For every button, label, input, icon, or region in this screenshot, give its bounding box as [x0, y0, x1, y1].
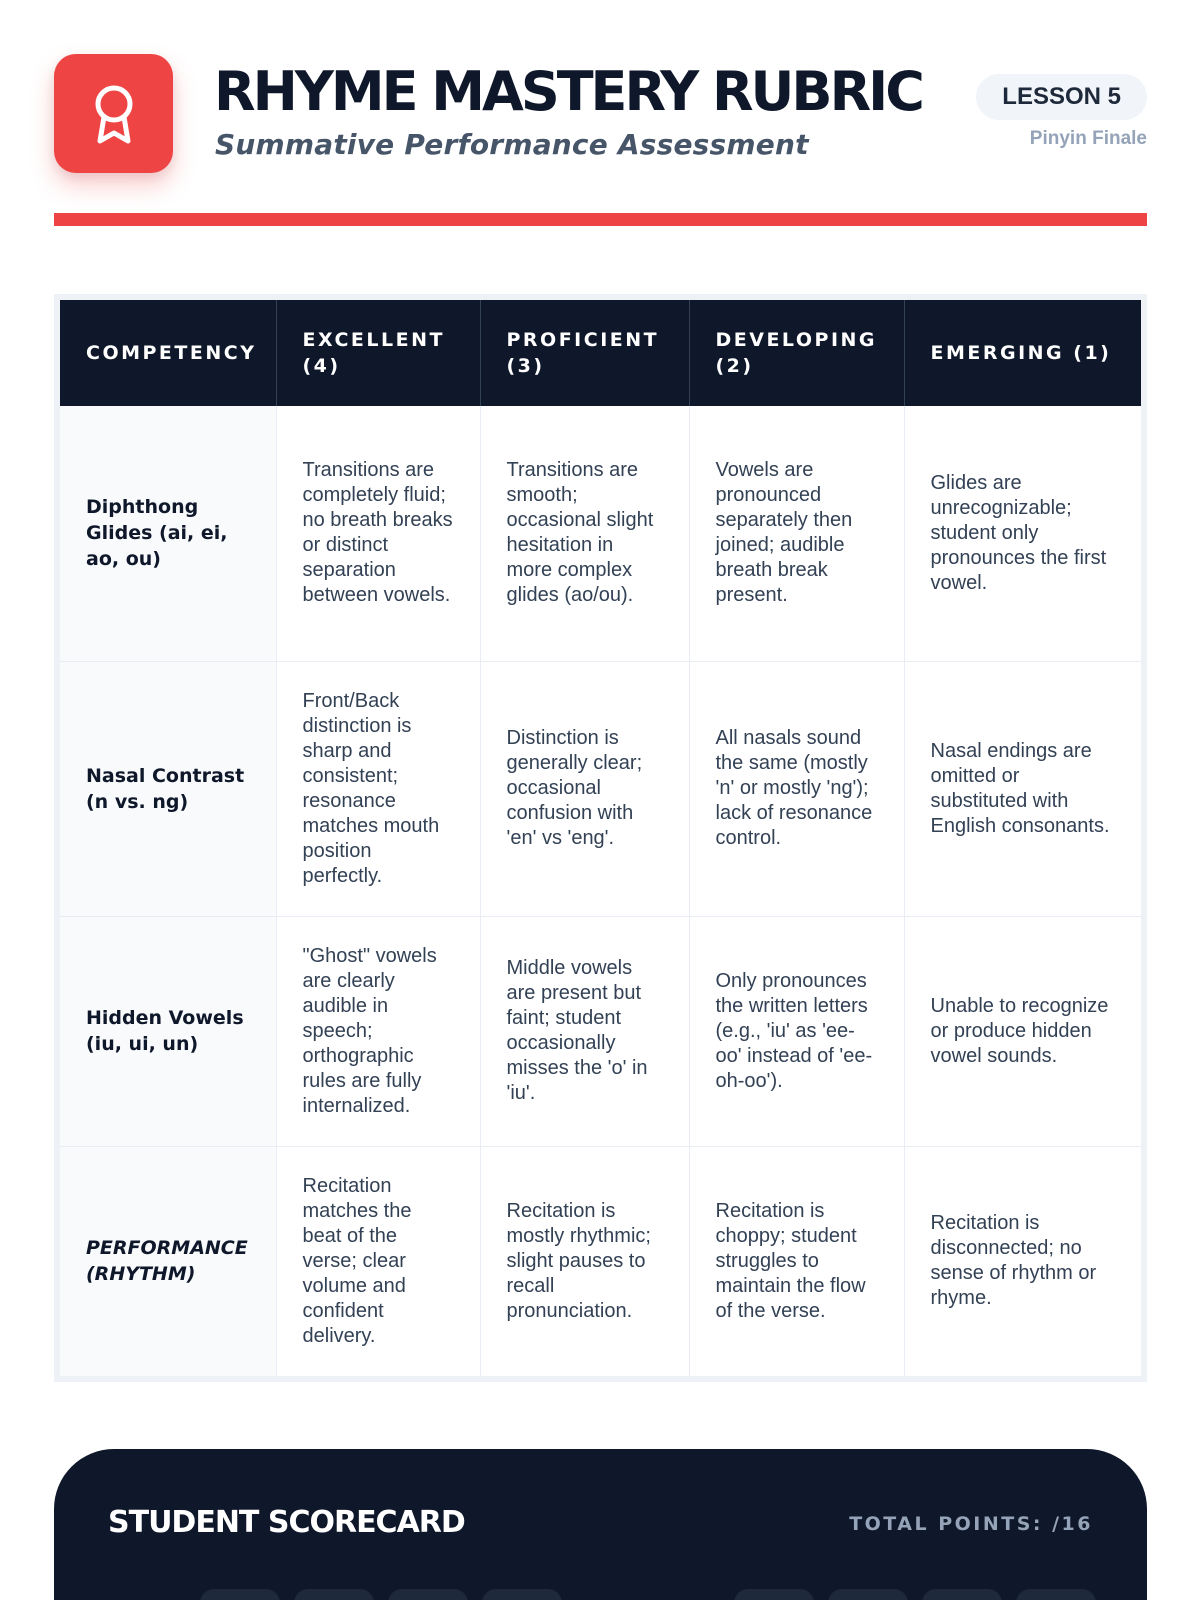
criteria-cell-proficient: Transitions are smooth; occasional slight hesitation in more complex glides (ao/ou).	[480, 406, 689, 661]
column-header-excellent: EXCELLENT (4)	[276, 300, 480, 406]
table-row	[60, 661, 1141, 916]
header-divider	[54, 213, 1147, 226]
table-row	[60, 916, 1141, 1146]
rubric-table-container	[54, 294, 1147, 1382]
column-header-competency: COMPETENCY	[60, 300, 276, 406]
criteria-cell-excellent: Transitions are completely fluid; no breath breaks or distinct separation between vowels.	[276, 406, 480, 661]
table-row	[60, 1146, 1141, 1376]
criteria-cell-excellent: Recitation matches the beat of the verse; clear volume and confident delivery.	[276, 1146, 480, 1376]
rubric-table	[60, 300, 1141, 1376]
criteria-cell-developing: All nasals sound the same (mostly 'n' or mostly 'ng'); lack of resonance control.	[689, 661, 904, 916]
scorecard-title: STUDENT SCORECARD	[108, 1505, 465, 1540]
criteria-cell-emerging: Recitation is disconnected; no sense of rhythm or rhyme.	[930, 1212, 1097, 1310]
competency-cell: Nasal Contrast (n vs. ng)	[60, 661, 276, 916]
score-box	[200, 1589, 280, 1600]
score-box	[734, 1589, 814, 1600]
criteria-cell-excellent: "Ghost" vowels are clearly audible in speech; orthographic rules are fully internalized.	[276, 916, 480, 1146]
criteria-cell-developing: Only pronounces the written letters (e.g., 'iu' as 'ee-oo' instead of 'ee-oh-oo').	[689, 916, 904, 1146]
competency-cell: Diphthong Glides (ai, ei, ao, ou)	[60, 406, 276, 661]
score-box	[294, 1589, 374, 1600]
criteria-cell-emerging: Unable to recognize or produce hidden vowel sounds.	[904, 916, 1141, 1146]
table-row	[60, 406, 1141, 661]
competency-cell: Hidden Vowels (iu, ui, un)	[60, 916, 276, 1146]
score-box	[388, 1589, 468, 1600]
table-header-row	[60, 300, 1141, 406]
criteria-cell-emerging: Nasal endings are omitted or substituted with English consonants.	[904, 661, 1141, 916]
score-box	[482, 1589, 562, 1600]
criteria-cell-developing: Recitation is choppy; student struggles to maintain the flow of the verse.	[689, 1146, 904, 1376]
page-title: RHYME MASTERY RUBRIC	[214, 60, 922, 123]
page-header	[54, 54, 1147, 174]
score-box	[1016, 1589, 1096, 1600]
lesson-subtitle: Pinyin Finale	[1029, 128, 1147, 149]
criteria-cell-developing: Vowels are pronounced separately then joined; audible breath break present.	[689, 406, 904, 661]
criteria-cell-proficient: Distinction is generally clear; occasional confusion with 'en' vs 'eng'.	[480, 661, 689, 916]
ribbon-award-icon-glyph	[91, 83, 137, 145]
criteria-cell-proficient: Middle vowels are present but faint; student occasionally misses the 'o' in 'iu'.	[480, 916, 689, 1146]
page-subtitle: Summative Performance Assessment	[215, 128, 809, 161]
criteria-cell-proficient: Recitation is mostly rhythmic; slight pauses to recall pronunciation.	[480, 1146, 689, 1376]
competency-cell: PERFORMANCE (RHYTHM)	[60, 1146, 276, 1376]
criteria-cell-excellent: Front/Back distinction is sharp and consistent; resonance matches mouth position perfectly.	[276, 661, 480, 916]
total-points-label: TOTAL POINTS: /16	[849, 1513, 1093, 1535]
score-box	[922, 1589, 1002, 1600]
lesson-badge: LESSON 5	[976, 74, 1147, 120]
score-box	[828, 1589, 908, 1600]
column-header-developing: DEVELOPING (2)	[689, 300, 904, 406]
column-header-emerging: EMERGING (1)	[904, 300, 1141, 406]
ribbon-award-icon	[54, 54, 173, 173]
student-scorecard	[54, 1449, 1147, 1600]
column-header-proficient: PROFICIENT (3)	[480, 300, 689, 406]
criteria-cell-emerging: Glides are unrecognizable; student only pronounces the first vowel.	[904, 406, 1141, 661]
